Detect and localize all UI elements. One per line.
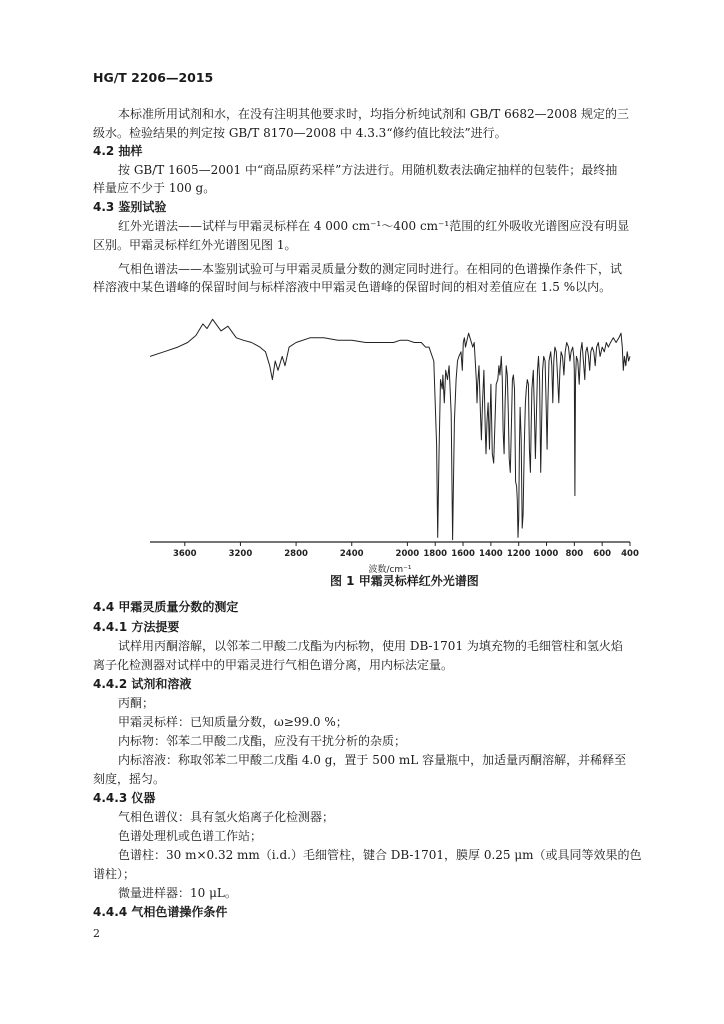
page-number: 2 bbox=[93, 927, 100, 940]
paragraph-line: 气相色谱法——本鉴别试验可与甲霜灵质量分数的测定同时进行。在相同的色谱操作条件下，试 bbox=[118, 262, 623, 276]
x-tick-label: 2400 bbox=[339, 549, 364, 559]
x-axis-label: 波数/cm⁻¹ bbox=[368, 565, 412, 575]
x-tick-label: 800 bbox=[565, 549, 584, 559]
list-item: 内标溶液：称取邻苯二甲酸二戊酯 4.0 g，置于 500 mL 容量瓶中，加适量丙酮溶解，并稀释至 bbox=[118, 753, 627, 767]
list-item: 丙酮； bbox=[118, 696, 155, 710]
x-tick-label: 3200 bbox=[228, 549, 253, 559]
x-tick-label: 1800 bbox=[423, 549, 448, 559]
x-axis-ticks bbox=[173, 542, 639, 559]
paragraph-line: 样量应不少于 100 g。 bbox=[93, 181, 216, 195]
paragraph-line: 样溶液中某色谱峰的保留时间与标样溶液中甲霜灵色谱峰的保留时间的相对差值应在 1.5 %以内。 bbox=[93, 280, 612, 294]
section-heading: 4.2 抽样 bbox=[93, 144, 143, 158]
section-heading: 4.4.1 方法提要 bbox=[93, 620, 180, 634]
paragraph-line: 级水。检验结果的判定按 GB/T 8170—2008 中 4.3.3“修约值比较法”进行。 bbox=[93, 126, 507, 140]
paragraph-line: 试样用丙酮溶解，以邻苯二甲酸二戊酯为内标物，使用 DB-1701 为填充物的毛细管柱和氢火焰 bbox=[118, 639, 623, 653]
ir-spectrum-chart bbox=[150, 290, 650, 580]
paragraph-line: 离子化检测器对试样中的甲霜灵进行气相色谱分离，用内标法定量。 bbox=[93, 658, 454, 672]
x-tick-label: 400 bbox=[621, 549, 639, 559]
x-tick-label: 1000 bbox=[534, 549, 559, 559]
x-tick-label: 1600 bbox=[451, 549, 475, 559]
section-heading: 4.3 鉴别试验 bbox=[93, 200, 167, 214]
figure-caption: 图 1 甲霜灵标样红外光谱图 bbox=[330, 574, 479, 588]
paragraph-line: 本标准所用试剂和水，在没有注明其他要求时，均指分析纯试剂和 GB/T 6682—2008 规定的三 bbox=[118, 107, 629, 121]
list-item: 气相色谱仪：具有氢火焰离子化检测器； bbox=[118, 810, 335, 824]
paragraph-line: 红外光谱法——试样与甲霜灵标样在 4 000 cm⁻¹～400 cm⁻¹范围的红外吸收光谱图应没有明显 bbox=[118, 219, 630, 233]
list-item: 内标物：邻苯二甲酸二戊酯，应没有干扰分析的杂质； bbox=[118, 734, 407, 748]
x-tick-label: 3600 bbox=[172, 549, 197, 559]
x-tick-label: 1400 bbox=[479, 549, 503, 559]
section-heading: 4.4 甲霜灵质量分数的测定 bbox=[93, 600, 239, 614]
spectrum-series bbox=[150, 319, 630, 539]
section-heading: 4.4.4 气相色谱操作条件 bbox=[93, 905, 228, 919]
spectrum-line-0 bbox=[150, 319, 630, 539]
x-tick-label: 2000 bbox=[395, 549, 420, 559]
section-heading: 4.4.2 试剂和溶液 bbox=[93, 677, 192, 691]
x-tick-label: 600 bbox=[593, 549, 612, 559]
list-item: 色谱柱：30 m×0.32 mm（i.d.）毛细管柱，键合 DB-1701，膜厚 0.25 μm（或具同等效果的色 bbox=[118, 848, 642, 862]
document-code: HG/T 2206—2015 bbox=[93, 70, 214, 85]
list-item: 甲霜灵标样：已知质量分数，ω≥99.0 %； bbox=[118, 715, 348, 729]
list-item: 谱柱）； bbox=[93, 867, 136, 881]
paragraph-line: 区别。甲霜灵标样红外光谱图见图 1。 bbox=[93, 238, 297, 252]
paragraph-line: 按 GB/T 1605—2001 中“商品原药采样”方法进行。用随机数表法确定抽样的包装件；最终抽 bbox=[118, 163, 618, 177]
section-heading: 4.4.3 仪器 bbox=[93, 791, 156, 805]
list-item: 刻度，摇匀。 bbox=[93, 772, 166, 786]
x-tick-label: 2800 bbox=[284, 549, 308, 559]
list-item: 微量进样器：10 μL。 bbox=[118, 886, 237, 900]
list-item: 色谱处理机或色谱工作站； bbox=[118, 829, 263, 843]
x-tick-label: 1200 bbox=[506, 549, 531, 559]
